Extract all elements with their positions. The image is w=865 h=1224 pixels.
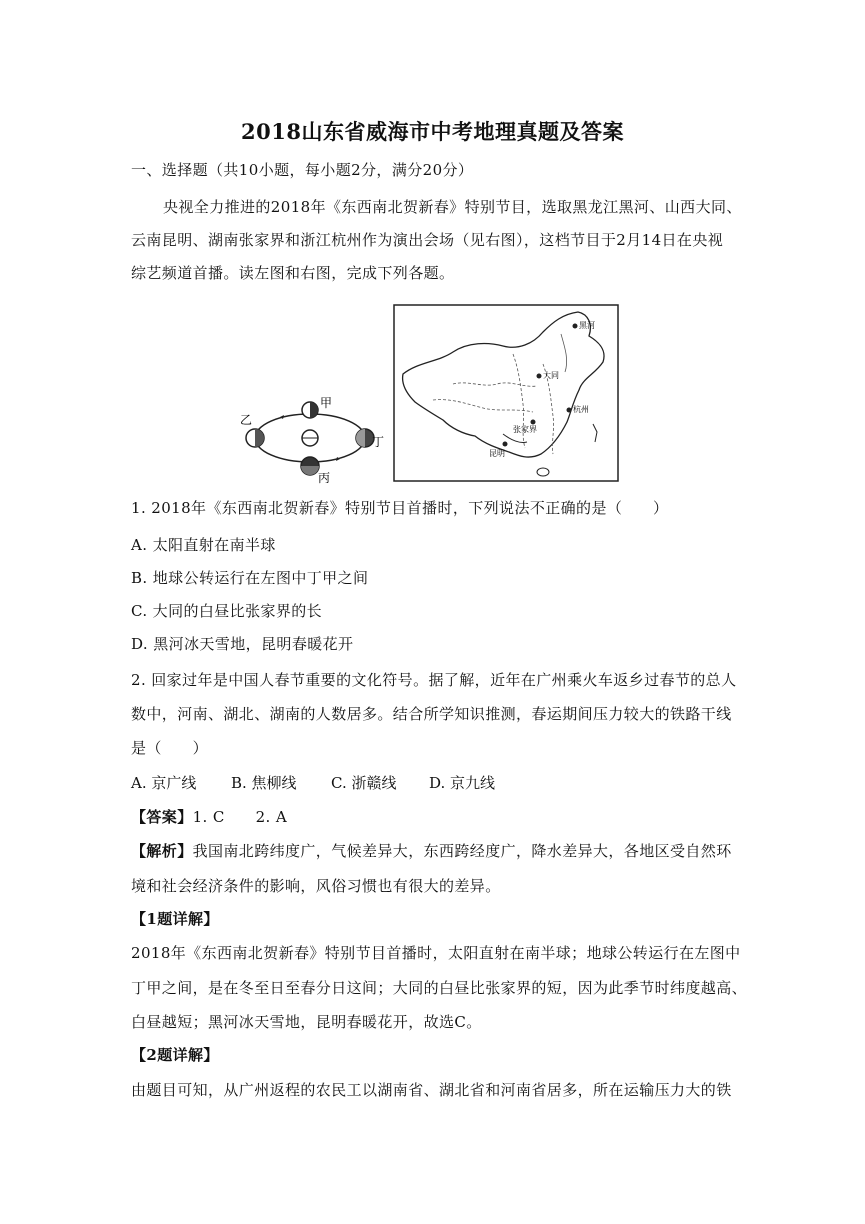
map-label-heihe: 黑河 — [579, 321, 595, 330]
detail2-line-1: 由题目可知，从广州返程的农民工以湖南省、湖北省和河南省居多，所在运输压力大的铁 — [131, 1081, 732, 1099]
analysis-text-1: 我国南北跨纬度广，气候差异大，东西跨经度广，降水差异大，各地区受自然环 — [192, 842, 732, 860]
answer-label: 【答案】 — [131, 808, 193, 826]
detail1-line-3: 白昼越短；黑河冰天雪地，昆明春暖花开，故选C。 — [131, 1013, 482, 1031]
intro-line-2: 云南昆明、湖南张家界和浙江杭州作为演出会场（见右图），这档节目于2月14日在央视 — [131, 231, 724, 249]
detail1-label: 【1题详解】 — [131, 910, 219, 928]
china-map — [393, 304, 619, 482]
intro-line-1: 央视全力推进的2018年《东西南北贺新春》特别节目，选取黑龙江黑河、山西大同、 — [163, 198, 742, 216]
q2-stem-line-3: 是（ ） — [131, 739, 209, 757]
label-bing: 丙 — [318, 471, 331, 485]
orbit-diagram — [240, 394, 385, 485]
map-label-kunming: 昆明 — [489, 449, 505, 458]
detail1-line-2: 丁甲之间，是在冬至日至春分日这间；大同的白昼比张家界的短，因为此季节时纬度越高、 — [131, 979, 748, 997]
q2-stem-line-1: 2. 回家过年是中国人春节重要的文化符号。据了解，近年在广州乘火车返乡过春节的总人 — [131, 671, 737, 689]
q1-stem: 1. 2018年《东西南北贺新春》特别节目首播时，下列说法不正确的是（ ） — [131, 499, 669, 517]
map-label-datong: 大同 — [543, 371, 559, 380]
analysis-line-2: 境和社会经济条件的影响，风俗习惯也有很大的差异。 — [131, 877, 501, 895]
answer-line — [131, 807, 287, 827]
q2-option-d: D. 京九线 — [429, 774, 496, 792]
q2-option-a: A. 京广线 — [131, 774, 197, 792]
q2-option-c: C. 浙赣线 — [331, 774, 397, 792]
label-yi: 乙 — [240, 413, 253, 427]
map-label-hangzhou: 杭州 — [573, 405, 589, 414]
map-label-zhangjiajie: 张家界 — [513, 425, 537, 434]
q1-option-d: D. 黑河冰天雪地，昆明春暖花开 — [131, 635, 354, 653]
q2-stem-line-2: 数中，河南、湖北、湖南的人数居多。结合所学知识推测，春运期间压力较大的铁路干线 — [131, 705, 732, 723]
earth-left-icon — [246, 429, 264, 447]
intro-line-3: 综艺频道首播。读左图和右图，完成下列各题。 — [131, 264, 455, 282]
q1-option-c: C. 大同的白昼比张家界的长 — [131, 602, 323, 620]
page-title: 2018山东省威海市中考地理真题及答案 — [241, 119, 624, 144]
q2-option-b: B. 焦柳线 — [231, 774, 297, 792]
earth-bottom-icon — [301, 457, 319, 475]
analysis-label: 【解析】 — [131, 842, 193, 860]
answer-text: 1. C 2. A — [192, 808, 288, 826]
q1-option-b: B. 地球公转运行在左图中丁甲之间 — [131, 569, 369, 587]
detail2-label: 【2题详解】 — [131, 1046, 219, 1064]
analysis-line-1 — [131, 841, 732, 861]
detail1-line-1: 2018年《东西南北贺新春》特别节目首播时，太阳直射在南半球；地球公转运行在左图中 — [131, 944, 741, 962]
label-jia: 甲 — [320, 396, 333, 410]
label-ding: 丁 — [372, 435, 385, 449]
q1-option-a: A. 太阳直射在南半球 — [131, 536, 276, 554]
earth-top-icon — [302, 402, 318, 418]
section-heading: 一、选择题（共10小题，每小题2分，满分20分） — [131, 161, 474, 179]
